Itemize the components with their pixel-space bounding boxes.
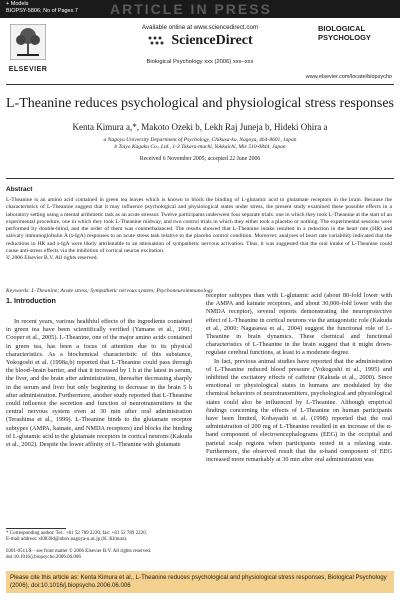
intro-paragraph-2: receptor subtypes than with L-glutamic acid (about 80-fold lower with the AMPA and kainate receptors, and about 30,000-fold lower with the NMDA receptor), several reports demonstrating the neuroprotective effect of L-Theanine in cortical neurons via the antagonistic role (Kakuda et al., 2000; Nagasawa et al., 2004) suggest the functional role of L-Theanine in brain dynamics. These chemical and functional characteristics of L-Theanine in the brain suggest that it might down-regulate cerebral functions, at least to a moderate degree. (206, 292, 392, 357)
corresponding-author-text: * Corresponding author. Tel.: +81 52 789 2220; fax: +81 52 789 2220. (6, 531, 147, 536)
right-column (206, 292, 392, 464)
affiliations (0, 137, 400, 151)
author-list: Kenta Kimura a,*, Makoto Ozeki b, Lekh Raj Juneja b, Hideki Ohira a (72, 122, 328, 132)
article-title: L-Theanine reduces psychological and physiological stress responses (5, 96, 394, 111)
available-online-text: Available online at www.sciencedirect.com (141, 24, 259, 31)
issn-block (6, 549, 196, 561)
abstract-body (6, 197, 392, 263)
affiliation-b: b Taiyo Kagaku Co., Ltd., 1-3 Takara-machi, Yokkaichi, Mie 510-0844, Japan (114, 144, 286, 150)
elsevier-logo (8, 24, 48, 73)
sciencedirect-header (110, 24, 290, 65)
sciencedirect-dots-icon (147, 35, 167, 47)
journal-title-box (318, 24, 392, 42)
keywords: Keywords: L-Theanine; Acute stress; Sympathetic nervous system; Psychoneuroimmunology (6, 288, 213, 294)
received-dates: Received 6 November 2005; accepted 22 June 2006 (139, 156, 261, 162)
abstract-copyright: © 2006 Elsevier B.V. All rights reserved. (6, 255, 98, 262)
models-label: + Models (6, 1, 29, 7)
header-meta (6, 1, 78, 15)
abstract-heading: Abstract (6, 186, 33, 193)
intro-paragraph-1: In recent years, various healthful effects of the ingredients contained in green tea have been scientifically verified (Yamane et al., 1991; Cooper et al., 2005). L-Theanine, one of the major amino acids contained in green tea, has been a focus of attention due to its physical characteristics. As a biochemical characteristic of this substance, Yokogoshi et al. (1998a,b) reported that L-Theanine could pass through the blood–brain barrier, and that it increased by 1 h at the latest in serum, the liver, and the brain after administration, thereafter decreasing sharply in the serum and liver but only beginning to decrease in the brain 5 h after administration. Furthermore, another study reported that L-Theanine could influence the secretion and function of neurotransmitters in the central nervous system even at 30 min after oral administration (Terashima et al., 1999). L-Theanine binds to the glutamate receptor subtypes (AMPA, kainate, and NMDA receptors) and blocks the binding of L-glutamic acid to the glutamate receptors in cortical neurons (Kakuda et al., 2002). Despite the lower affinity of L-Theanine with glutamate (6, 318, 192, 449)
article-in-press-banner (0, 0, 400, 18)
abstract-text: L-Theanine is an amino acid contained in green tea leaves which is known to block the binding of L-glutamic acid to glutamate receptors in the brain. Because the characteristics of L-Theanine suggest that it may influence psychological and physiological states under stress, the present study examined these possible effects in a laboratory setting using a mental arithmetic task as an acute stressor. Twelve participants underwent four separate trials: one in which they took L-Theanine at the start of an experimental procedure, one in which they took L-Theanine midway, and two control trials in which they either took a placebo or nothing. The experimental sessions were performed by double-blind, and the order of them was counterbalanced. The results showed that L-Theanine intake resulted in a reduction in the heart rate (HR) and salivary immunoglobulin A (s-IgA) responses to an acute stress task relative to the placebo control condition. Moreover, analyses of heart rate variability indicated that the reductions in HR and s-IgA were likely attributable to an attenuation of sympathetic nervous activation. Thus, it was suggested that the oral intake of L-Theanine could cause anti-stress effects via the inhibition of cortical neuron excitation. (6, 197, 392, 255)
corresponding-author-footnote (6, 531, 196, 544)
journal-url[interactable]: www.elsevier.com/locate/biopsycho (305, 74, 392, 80)
abstract-top-divider (6, 178, 394, 179)
elsevier-tree-icon (10, 24, 46, 60)
doi-line[interactable]: doi:10.1016/j.biopsycho.2006.06.006 (6, 555, 81, 561)
intro-paragraph-3: In fact, previous animal studies have reported that the administration of L-Theanine reduced blood pressure (Yokogoshi et al., 1995) and inhibited the excitatory effects of caffeine (Kakuda et al., 2000). Since emotional or physiological states in humans are modulated by the chemical behaviors of neurotransmitters, psychological and physiological states could also be influenced by L-Theanine. Although empirical findings concerning the effects of L-Theanine on human participants have been limited, Kobayashi et al. (1998) reported that the oral administration of 200 mg of L-Theanine resulted in an increase of the α-band component of electroencephalograms (EEG) in the occipital and parietal scalp regions when participants rested in a relaxing state. Furthermore, the observed result that the α-band component of EEG increased more remarkably at 30 min after oral administration was (206, 357, 392, 464)
journal-title: BIOLOGICAL PSYCHOLOGY (318, 24, 371, 42)
publisher-name: ELSEVIER (8, 66, 48, 73)
affiliation-a: a Nagoya University Department of Psychology, Chikusa-ku, Nagoya, 464-8601, Japan (103, 137, 297, 143)
left-column (6, 318, 192, 449)
article-in-press-label: ARTICLE IN PRESS (110, 1, 272, 17)
issn-line: 0301-0511/$ – see front matter © 2006 Elsevier B.V. All rights reserved. (6, 549, 152, 554)
footnote-rule (6, 528, 66, 529)
masthead-divider (6, 84, 394, 85)
sciencedirect-wordmark: ScienceDirect (171, 33, 253, 48)
journal-citation-line: Biological Psychology xxx (2006) xxx–xxx (146, 59, 254, 65)
section-heading-introduction: 1. Introduction (6, 296, 56, 305)
email-address[interactable]: E-mail address: xl0830d@nbox.nagoya-u.ac.jp (K. Kimura). (6, 537, 128, 543)
sciencedirect-logo (110, 33, 290, 49)
manuscript-id: BIOPSY-5806; No of Pages 7 (6, 8, 78, 14)
citation-box: Please cite this article as: Kenta Kimura et al., L-Theanine reduces psychological and physiological stress responses, Biological Psychology (2006), doi:10.1016/j.biopsycho.2006.06.006 (6, 571, 394, 593)
journal-masthead (0, 20, 400, 82)
